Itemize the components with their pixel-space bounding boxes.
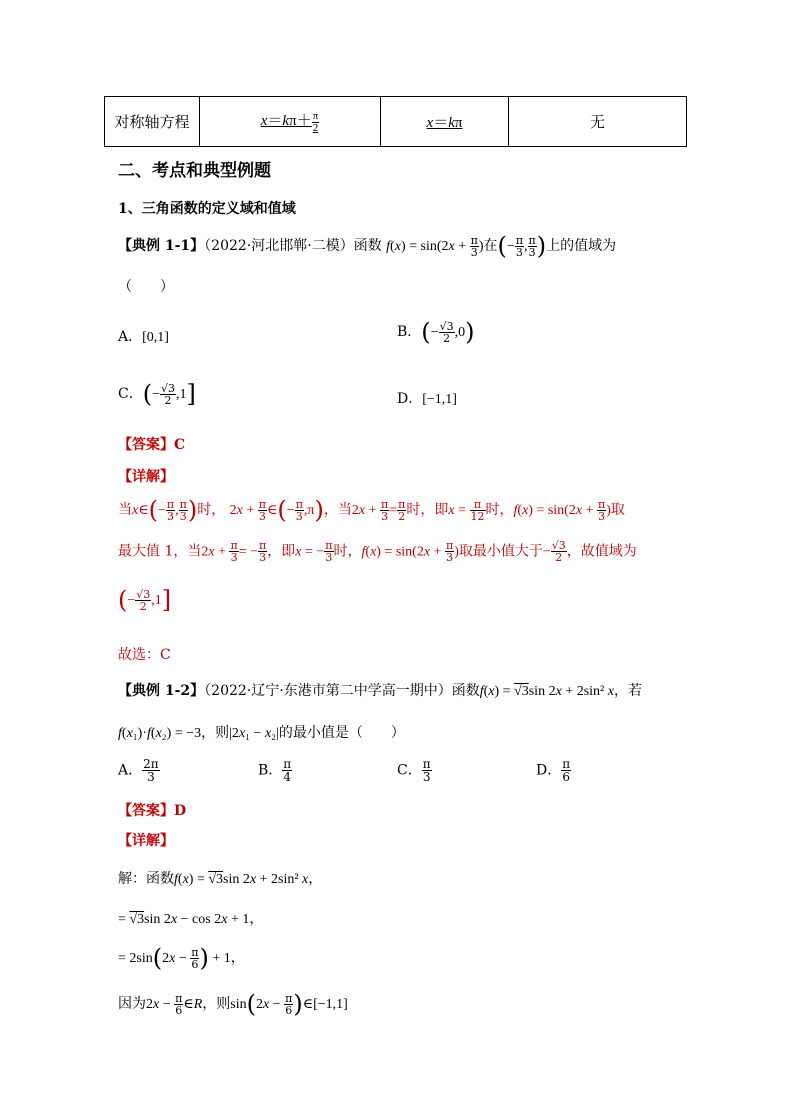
solution-step-4: 因为2x − $\frac{\pi}{6}$ ∈R，则sin(2x − $\frac{\pi}{6}$ )∈[−1,1] — [118, 990, 348, 1018]
example-1-2-stem: 【典例 1-2】（2022·辽宁·东港市第二中学高一期中）函数f(x) = √3sin 2x + 2sin² x，若 — [118, 683, 642, 699]
solution-step-2: = √3sin 2x − cos 2x + 1， — [118, 911, 264, 927]
cell-tangent-axis: 无 — [509, 97, 687, 147]
option-a[interactable]: A．[0,1] — [118, 329, 169, 345]
table-row — [105, 97, 687, 147]
example-1-2-condition: f(x₁)·f(x₂) = −3，则|2x₁ − x₂|的最小值是（ ） — [118, 725, 405, 741]
detail-heading: 【详解】 — [118, 469, 174, 485]
option-c[interactable]: C．(− $\frac{√3}{2}$ ,1] — [118, 380, 196, 408]
section-title: 二、考点和典型例题 — [118, 161, 271, 181]
detail-range: (− $\frac{√3}{2}$ ,1] — [118, 586, 172, 614]
symmetry-axis-table — [104, 96, 687, 147]
answer-line: 【答案】C — [118, 437, 186, 453]
option-d[interactable]: D．[−1,1] — [397, 391, 457, 407]
answer-line: 【答案】D — [118, 803, 187, 819]
choose-line: 故选：C — [118, 647, 171, 663]
row-label: 对称轴方程 — [105, 97, 200, 147]
answer-blank: （ ） — [118, 279, 174, 295]
example-1-1-stem: 【典例 1-1】（2022·河北邯郸·二模）函数 f(x) = sin(2x + $\frac{\pi}{3}$ )在(− $\frac{\pi}{3}$ , $\frac{\pi}{3}$ )上的值域为 — [118, 232, 617, 260]
cell-sine-axis: x＝kπ — [381, 97, 509, 147]
solution-step-3: = 2sin(2x − $\frac{\pi}{6}$ ) + 1， — [118, 944, 245, 972]
option-a[interactable]: A． $\frac{2\pi}{3}$ — [118, 757, 159, 784]
option-b[interactable]: B．(− $\frac{√3}{2}$ ,0) — [397, 318, 475, 346]
detail-heading: 【详解】 — [118, 833, 174, 849]
option-b[interactable]: B． $\frac{\pi}{4}$ — [258, 757, 292, 784]
option-d[interactable]: D． $\frac{\pi}{6}$ — [536, 757, 571, 784]
solution-step-1: 解：函数f(x) = √3sin 2x + 2sin² x， — [118, 871, 323, 887]
detail-line-1: 当x∈(− $\frac{\pi}{3}$ , $\frac{\pi}{3}$ )时， 2x + $\frac{\pi}{3}$ ∈(− $\frac{\pi}{3}$ ,π)，当2x + $\frac{\pi}{3}$ = $\frac{\pi}{2}$ 时，即x = $\frac{\pi}{12}$ 时，f(x) = sin(2x + $\frac{\pi}{3}$ )取 — [118, 496, 625, 524]
topic-title: 1、三角函数的定义域和值域 — [118, 201, 296, 217]
option-c[interactable]: C． $\frac{\pi}{3}$ — [397, 757, 431, 784]
cell-cosine-axis: x＝kπ＋ $\frac{\pi}{2}$ — [200, 97, 381, 147]
detail-line-2: 最大值 1，当2x + $\frac{\pi}{3}$ = − $\frac{\pi}{3}$ ，即x = − $\frac{\pi}{3}$ 时，f(x) = sin(2x + $\frac{\pi}{3}$ )取最小值大于− $\frac{√3}{2}$ ，故值域为 — [118, 539, 637, 564]
